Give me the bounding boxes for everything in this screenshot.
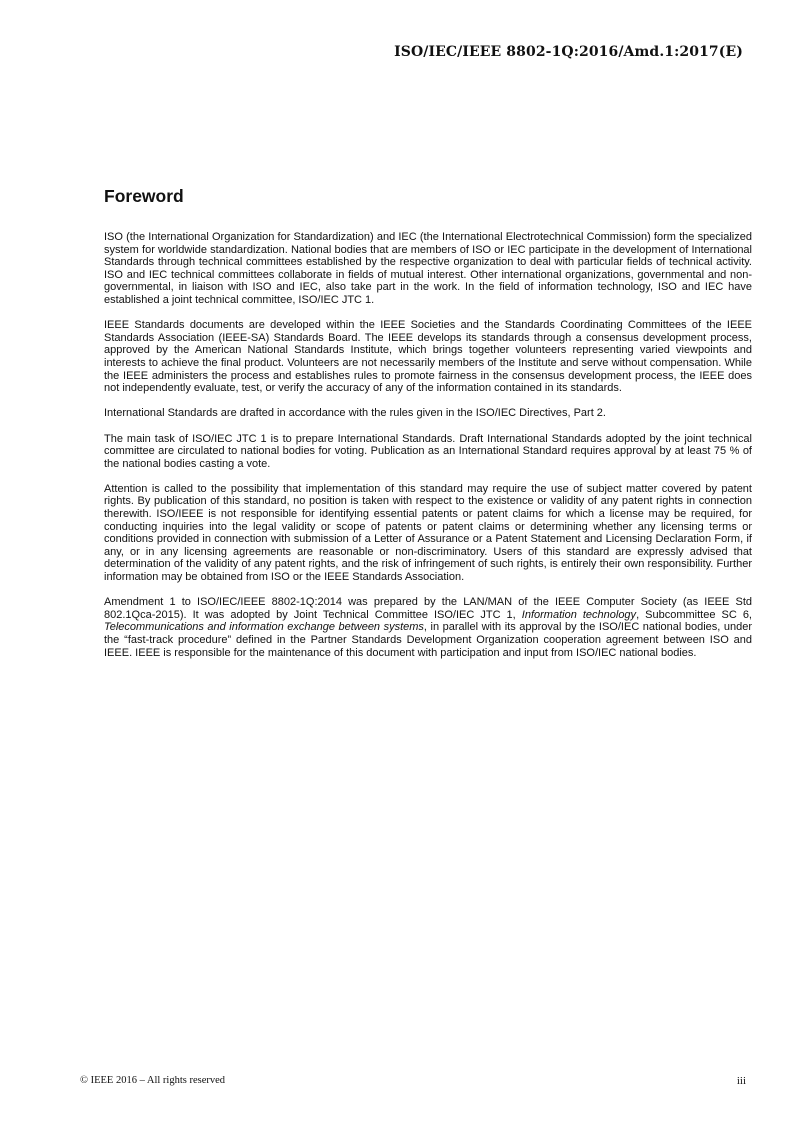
amendment-text-3: , in parallel with its approval by the ISO/IEC national bodies, under the “fast-track procedure” defined in the Partner Standards Development Organization cooperation agreement between ISO and IEEE. IEEE is responsible for the maintenance of this document with participation and input from ISO/IEC national bodies.: [104, 621, 752, 659]
page-title: Foreword: [104, 186, 184, 206]
foreword-section: [104, 186, 752, 672]
paragraph-ieee-standards: IEEE Standards documents are developed within the IEEE Societies and the Standards Coordinating Committees of the IEEE Standards Association (IEEE-SA) Standards Board. The IEEE develops its standards through a consensus development process, approved by the American National Standards Institute, which brings together volunteers representing varied viewpoints and interests to achieve the final product. Volunteers are not necessarily members of the Institute and serve without compensation. While the IEEE administers the process and establishes rules to promote fairness in the consensus development process, the IEEE does not independently evaluate, test, or verify the accuracy of any of the information contained in its standards.: [104, 319, 752, 395]
paragraph-iso-iec: ISO (the International Organization for Standardization) and IEC (the International Electrotechnical Commission) form the specialized system for worldwide standardization. National bodies that are members of ISO or IEC participate in the development of International Standards through technical committees established by the respective organization to deal with particular fields of technical activity. ISO and IEC technical committees collaborate in fields of mutual interest. Other international organizations, governmental and non-governmental, in liaison with ISO and IEC, also take part in the work. In the field of information technology, ISO and IEC have established a joint technical committee, ISO/IEC JTC 1.: [104, 231, 752, 306]
paragraph-patent-rights: Attention is called to the possibility that implementation of this standard may require the use of subject matter covered by patent rights. By publication of this standard, no position is taken with respect to the existence or validity of any patent rights in connection therewith. ISO/IEEE is not responsible for identifying essential patents or patent claims for which a license may be required, for conducting inquiries into the legal validity or scope of patents or patent claims or determining whether any licensing terms or conditions provided in connection with submission of a Letter of Assurance or a Patent Statement and Licensing Declaration Form, if any, or in any licensing agreements are reasonable or non-discriminatory. Users of this standard are expressly advised that determination of the validity of any patent rights, and the risk of infringement of such rights, is entirely their own responsibility. Further information may be obtained from ISO or the IEEE Standards Association.: [104, 482, 752, 584]
amendment-text-2: , Subcommittee SC 6,: [636, 608, 752, 621]
paragraph-drafting-rules: International Standards are drafted in accordance with the rules given in the ISO/IEC Directives, Part 2.: [104, 407, 606, 420]
amendment-italic-2: Telecommunications and information exchange between systems: [104, 621, 424, 634]
paragraph-amendment: [104, 596, 752, 659]
paragraph-jtc1-task: The main task of ISO/IEC JTC 1 is to prepare International Standards. Draft International Standards adopted by the joint technical committee are circulated to national bodies for voting. Publication as an International Standard requires approval by at least 75 % of the national bodies casting a vote.: [104, 432, 752, 470]
document-reference: ISO/IEC/IEEE 8802-1Q:2016/Amd.1:2017(E): [394, 44, 743, 60]
amendment-text-1: Amendment 1 to ISO/IEC/IEEE 8802-1Q:2014 was prepared by the LAN/MAN of the IEEE Computer Society (as IEEE Std 802.1Qca-2015). It was adopted by Joint Technical Committee ISO/IEC JTC 1,: [104, 596, 752, 621]
copyright-notice: © IEEE 2016 – All rights reserved: [80, 1075, 226, 1086]
page-number: iii: [736, 1075, 746, 1087]
amendment-italic-1: Information technology: [521, 608, 637, 621]
